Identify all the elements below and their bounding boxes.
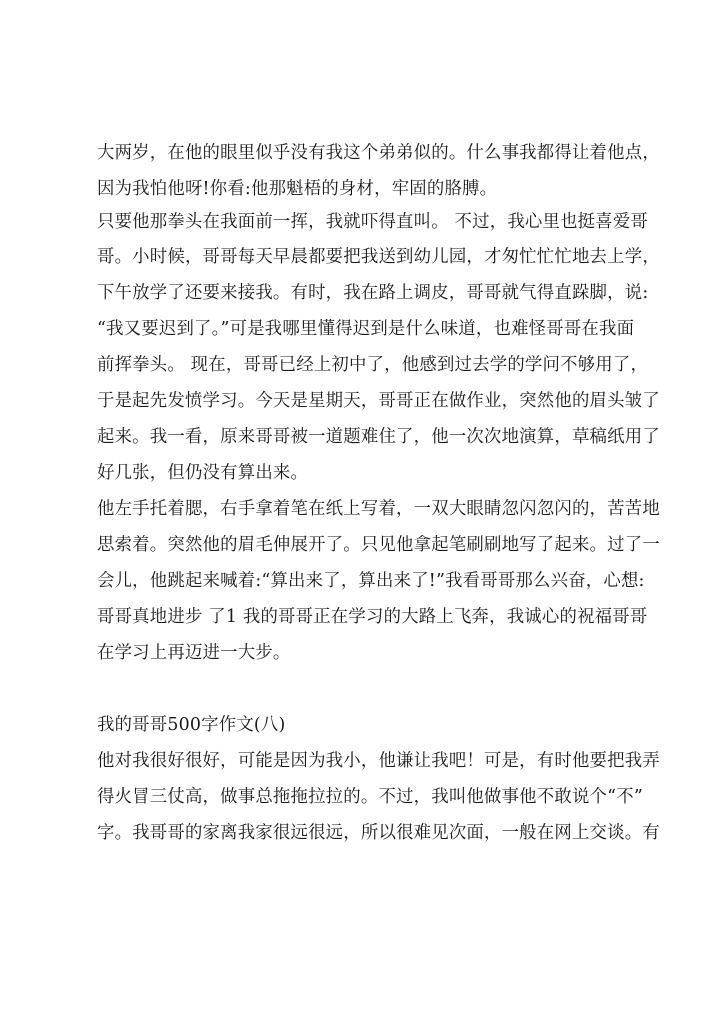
- text-line: 好几张，但仍没有算出来。: [97, 463, 309, 483]
- text-line: 下午放学了还要来接我。有时，我在路上调皮，哥哥就气得直跺脚，说:: [97, 283, 649, 303]
- text-line: 起来。我一看，原来哥哥被一道题难住了，他一次次地演算，草稿纸用了: [97, 427, 660, 447]
- text-line: 哥。小时候，哥哥每天早晨都要把我送到幼儿园，才匆忙忙忙地去上学，: [97, 247, 660, 267]
- text-line: 因为我怕他呀!你看:他那魁梧的身材，牢固的胳膊。: [97, 179, 498, 199]
- text-line: 会儿，他跳起来喊着:“算出来了，算出来了!”我看哥哥那么兴奋，心想:: [97, 571, 645, 591]
- text-line: 哥哥真地进步 了1 我的哥哥正在学习的大路上飞奔，我诚心的祝福哥哥: [97, 607, 648, 627]
- text-line: 字。我哥哥的家离我家很远很远，所以很难见次面，一般在网上交谈。有: [97, 823, 660, 843]
- text-line: 在学习上再迈进一大步。: [97, 643, 291, 663]
- text-line: 得火冒三仗高，做事总拖拖拉拉的。不过，我叫他做事他不敢说个“不”: [97, 787, 643, 807]
- text-line: 前挥拳头。 现在，哥哥已经上初中了，他感到过去学的学问不够用了，: [97, 355, 649, 375]
- text-line: “我又要迟到了。”可是我哪里懂得迟到是什么味道，也难怪哥哥在我面: [97, 319, 635, 339]
- text-line: 大两岁，在他的眼里似乎没有我这个弟弟似的。什么事我都得让着他点，: [97, 143, 660, 163]
- text-line: 他对我很好很好，可能是因为我小，他谦让我吧！可是，有时他要把我弄: [97, 751, 660, 771]
- text-line: 于是起先发愤学习。今天是星期天，哥哥正在做作业，突然他的眉头皱了: [97, 391, 660, 411]
- text-line: 只要他那拳头在我面前一挥，我就吓得直叫。 不过，我心里也挺喜爱哥: [97, 212, 649, 232]
- section-heading: 我的哥哥500字作文(八): [97, 715, 286, 735]
- text-line: 思索着。突然他的眉毛伸展开了。只见他拿起笔刷刷地写了起来。过了一: [97, 535, 660, 555]
- text-line: 他左手托着腮，右手拿着笔在纸上写着，一双大眼睛忽闪忽闪的，苦苦地: [97, 499, 660, 519]
